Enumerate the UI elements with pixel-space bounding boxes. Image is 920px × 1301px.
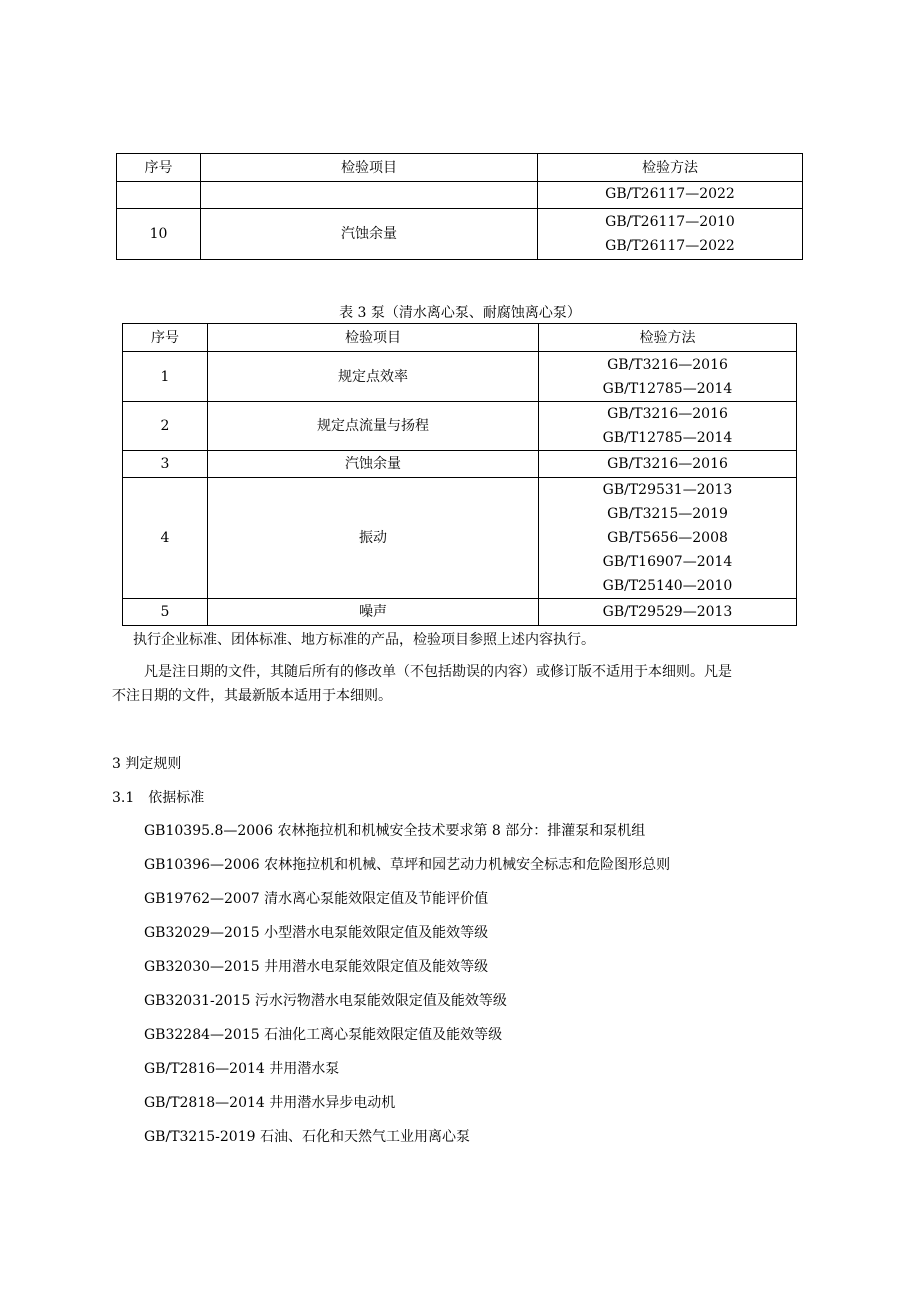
row-item: 噪声: [208, 599, 539, 626]
header-no: 序号: [123, 324, 208, 352]
row-no: 4: [123, 478, 208, 599]
header-method: 检验方法: [538, 154, 803, 182]
method-line: GB/T3216—2016: [607, 406, 728, 422]
standard-item: GB/T3215-2019 石油、石化和天然气工业用离心泵: [144, 1129, 470, 1145]
method-line: GB/T3216—2016: [607, 456, 728, 472]
method-line: GB/T26117—2010: [605, 214, 735, 230]
row-method: [539, 451, 797, 478]
method-line: GB/T5656—2008: [607, 530, 728, 546]
row-method: [539, 352, 797, 402]
row-no: 10: [117, 209, 201, 260]
section-heading: 3 判定规则: [112, 756, 182, 772]
method-line: GB/T3216—2016: [607, 356, 728, 373]
standard-item: GB19762—2007 清水离心泵能效限定值及节能评价值: [144, 891, 489, 907]
row-method: [538, 182, 803, 209]
method-line: GB/T26117—2022: [605, 238, 735, 254]
method-line: GB/T12785—2014: [602, 380, 733, 397]
note-text: 执行企业标准、团体标准、地方标准的产品，检验项目参照上述内容执行。: [133, 632, 595, 648]
paragraph-line-2: 不注日期的文件，其最新版本适用于本细则。: [112, 688, 392, 704]
row-item: 汽蚀余量: [208, 451, 539, 478]
method-line: GB/T29529—2013: [602, 604, 733, 620]
standard-item: GB32031-2015 污水污物潜水电泵能效限定值及能效等级: [144, 993, 507, 1009]
table-row: [117, 182, 803, 209]
table-row: [123, 451, 797, 478]
table-row: [123, 478, 797, 599]
paragraph-line-1: 凡是注日期的文件，其随后所有的修改单（不包括勘误的内容）或修订版不适用于本细则。凡是: [144, 664, 732, 680]
header-method: 检验方法: [539, 324, 797, 352]
table-row: [123, 599, 797, 626]
standard-item: GB10395.8—2006 农林拖拉机和机械安全技术要求第 8 部分：排灌泵和泵机组: [144, 823, 646, 839]
table-3: [122, 323, 797, 626]
table-row: [117, 209, 803, 260]
method-line: GB/T26117—2022: [605, 186, 735, 202]
row-no: 5: [123, 599, 208, 626]
row-method: [539, 599, 797, 626]
row-no: 2: [123, 402, 208, 451]
row-item: 规定点效率: [208, 352, 539, 402]
standard-item: GB10396—2006 农林拖拉机和机械、草坪和园艺动力机械安全标志和危险图形总则: [144, 857, 671, 873]
standard-item: GB32029—2015 小型潜水电泵能效限定值及能效等级: [144, 925, 489, 941]
row-item: 规定点流量与扬程: [208, 402, 539, 451]
method-line: GB/T25140—2010: [602, 578, 733, 594]
row-item: 汽蚀余量: [201, 209, 538, 260]
method-line: GB/T3215—2019: [607, 506, 728, 522]
standard-item: GB/T2818—2014 井用潜水异步电动机: [144, 1095, 396, 1111]
standard-item: GB32030—2015 井用潜水电泵能效限定值及能效等级: [144, 959, 489, 975]
header-no: 序号: [117, 154, 201, 182]
standard-item: GB32284—2015 石油化工离心泵能效限定值及能效等级: [144, 1027, 503, 1043]
method-line: GB/T29531—2013: [602, 482, 733, 498]
subsection-heading: 3.1 依据标准: [112, 790, 205, 806]
row-item: [201, 182, 538, 209]
table-row: [123, 352, 797, 402]
method-line: GB/T12785—2014: [602, 430, 733, 446]
table-caption: 表 3 泵（清水离心泵、耐腐蚀离心泵）: [339, 305, 581, 321]
header-item: 检验项目: [201, 154, 538, 182]
standard-item: GB/T2816—2014 井用潜水泵: [144, 1061, 340, 1077]
method-line: GB/T16907—2014: [602, 554, 733, 570]
row-no: 1: [123, 352, 208, 402]
row-method: [539, 402, 797, 451]
table-header-row: [117, 154, 803, 182]
row-no: [117, 182, 201, 209]
table-header-row: [123, 324, 797, 352]
row-method: [538, 209, 803, 260]
header-item: 检验项目: [208, 324, 539, 352]
table-row: [123, 402, 797, 451]
row-method: [539, 478, 797, 599]
row-item: 振动: [208, 478, 539, 599]
row-no: 3: [123, 451, 208, 478]
table-continued: [116, 153, 803, 260]
